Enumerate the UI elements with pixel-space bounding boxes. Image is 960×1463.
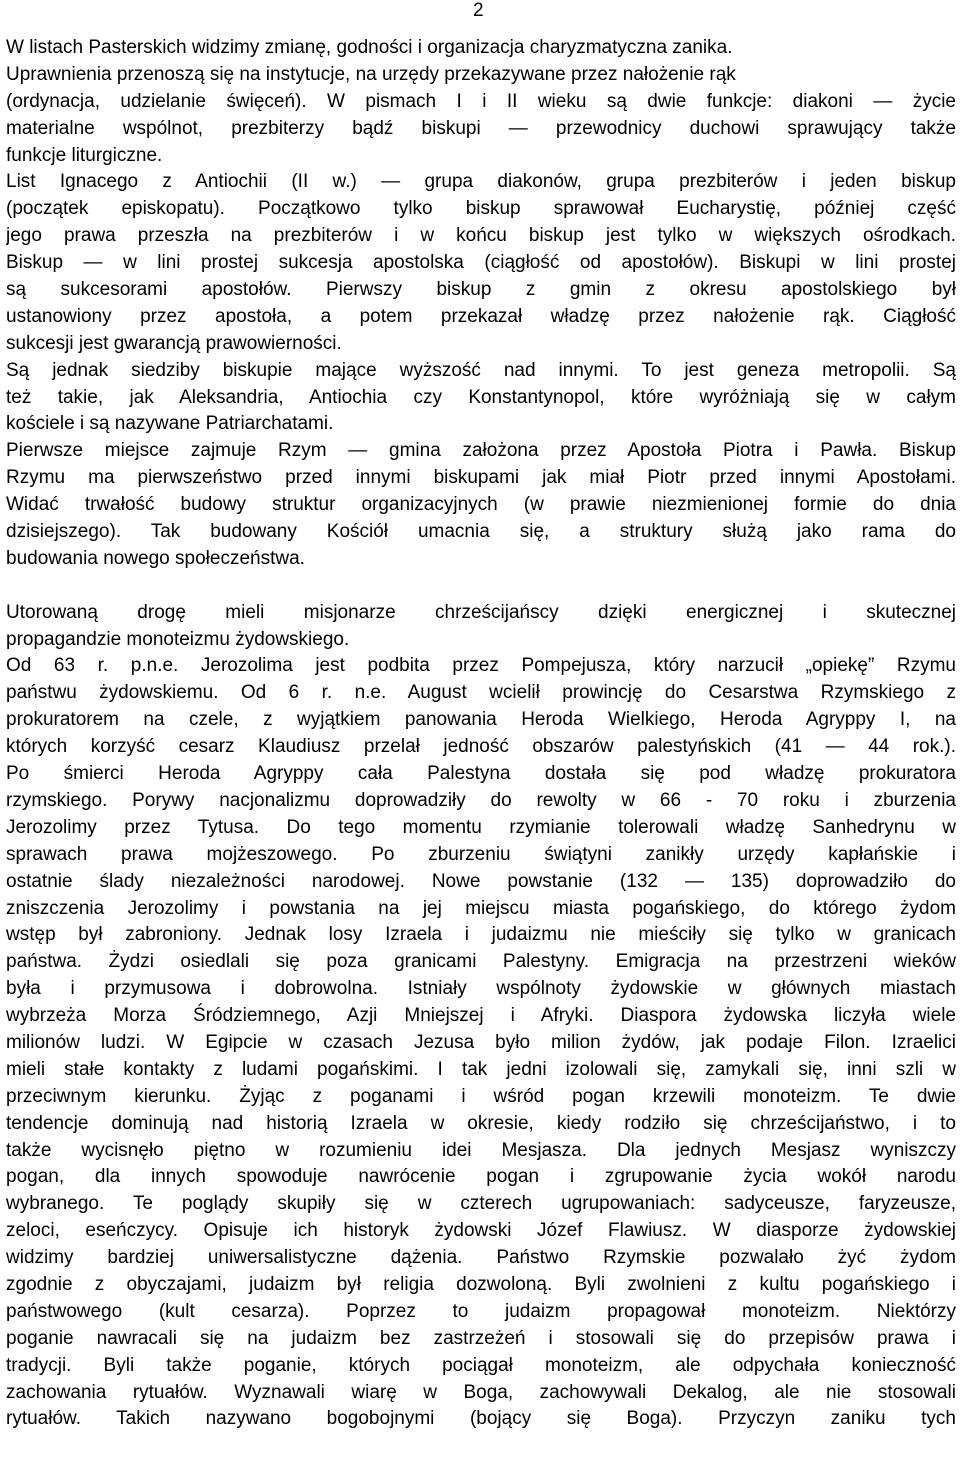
section-church-structure — [6, 35, 956, 573]
text-line: przeciwnym kierunku. Żyjąc z poganami i wśród pogan krzewili monoteizm. Te dwie — [6, 1085, 956, 1107]
text-line: była i przymusowa i dobrowolna. Istniały wspólnoty żydowskie w głównych miastach — [6, 978, 956, 1000]
text-line: Od 63 r. p.n.e. Jerozolima jest podbita przez Pompejusza, który narzucił „opiekę” Rzymu — [6, 655, 956, 677]
text-line: List Ignacego z Antiochii (II w.) — grupa diakonów, grupa prezbiterów i jeden biskup — [6, 171, 956, 193]
text-line: państwa. Żydzi osiedlali się poza granicami Palestyny. Emigracja na przestrzeni wieków — [6, 951, 956, 973]
document-body — [6, 35, 956, 1433]
text-line: rzymskiego. Porywy nacjonalizmu doprowadziły do rewolty w 66 - 70 roku i zburzenia — [6, 789, 956, 811]
text-line: są sukcesorami apostołów. Pierwszy biskup z gmin z okresu apostolskiego był — [6, 279, 956, 301]
text-line: Po śmierci Heroda Agryppy cała Palestyna dostała się pod władzę prokuratora — [6, 763, 956, 785]
text-line: poganie nawracali się na judaizm bez zastrzeżeń i stosowali się do przepisów prawa i — [6, 1327, 956, 1349]
text-line: propagandzie monoteizmu żydowskiego. — [6, 628, 350, 650]
text-line: zniszczenia Jerozolimy i powstania na jej miejscu miasta pogańskiego, do którego żydom — [6, 897, 956, 919]
text-line: ustanowiony przez apostoła, a potem przekazał władzę przez nałożenie rąk. Ciągłość — [6, 305, 956, 327]
text-line: państwowego (kult cesarza). Poprzez to judaizm propagował monoteizm. Niektórzy — [6, 1300, 956, 1322]
text-line: także wycisnęło piętno w rozumieniu idei Mesjasza. Dla jednych Mesjasz wyniszczy — [6, 1139, 956, 1161]
text-line: których korzyść cesarz Klaudiusz przelał jedność obszarów palestyńskich (41 — 44 rok.). — [6, 736, 956, 758]
text-line: zgodnie z obyczajami, judaizm był religia dozwoloną. Byli zwolnieni z kultu pogańskiego i — [6, 1273, 956, 1295]
text-line: widzimy bardziej uniwersalistyczne dążenia. Państwo Rzymskie pozwalało żyć żydom — [6, 1247, 956, 1269]
paragraph-gap — [6, 573, 956, 600]
text-line: milionów ludzi. W Egipcie w czasach Jezusa było milion żydów, jak podaje Filon. Izraelici — [6, 1031, 956, 1053]
text-line: pogan, dla innych spowoduje nawrócenie pogan i zgrupowanie życia wokół narodu — [6, 1166, 956, 1188]
text-line: wybrzeża Morza Śródziemnego, Azji Mniejszej i Afryki. Diaspora żydowska liczyła wiele — [6, 1005, 956, 1027]
text-line: tendencje dominują nad historią Izraela w okresie, kiedy rodziło się chrześcijaństwo, i to — [6, 1112, 956, 1134]
text-line: Rzymu ma pierwszeństwo przed innymi biskupami jak miał Piotr przed innymi Apostołami. — [6, 467, 956, 489]
text-line: tradycji. Byli także poganie, których pociągał monoteizm, ale odpychała konieczność — [6, 1354, 956, 1376]
text-line: dzisiejszego). Tak budowany Kościół umacnia się, a struktury służą jako rama do — [6, 521, 956, 543]
text-line: wybranego. Te poglądy skupiły się w czterech ugrupowaniach: sadyceusze, faryzeusze, — [6, 1193, 956, 1215]
text-line: sukcesji jest gwarancją prawowierności. — [6, 332, 342, 354]
text-line: mieli stałe kontakty z ludami pogańskimi. I tak jedni izolowali się, zamykali się, inni szli w — [6, 1058, 956, 1080]
text-line: zachowania rytuałów. Wyznawali wiarę w Boga, zachowywali Dekalog, ale nie stosowali — [6, 1381, 956, 1403]
text-line: Jerozolimy przez Tytusa. Do tego momentu rzymianie tolerowali władzę Sanhedrynu w — [6, 816, 956, 838]
page-number: 2 — [473, 0, 484, 21]
text-line: funkcje liturgiczne. — [6, 144, 163, 166]
text-line: kościele i są nazywane Patriarchatami. — [6, 413, 334, 435]
text-line: Uprawnienia przenoszą się na instytucje, na urzędy przekazywane przez nałożenie rąk — [6, 63, 736, 85]
text-line: wstęp był zabroniony. Jednak losy Izraela i judaizmu nie mieściły się tylko w granicach — [6, 924, 956, 946]
text-line: Utorowaną drogę mieli misjonarze chrześcijańscy dzięki energicznej i skutecznej — [6, 601, 956, 623]
text-line: też takie, jak Aleksandria, Antiochia czy Konstantynopol, które wyróżniają się w całym — [6, 386, 956, 408]
text-line: Są jednak siedziby biskupie mające wyższość nad innymi. To jest geneza metropolii. Są — [6, 359, 956, 381]
text-line: jego prawa przeszła na prezbiterów i w końcu biskup jest tylko w większych ośrodkach. — [6, 225, 956, 247]
text-line: sprawach prawa mojżeszowego. Po zburzeniu świątyni zanikły urzędy kapłańskie i — [6, 843, 956, 865]
text-line: zeloci, eseńczycy. Opisuje ich historyk żydowski Józef Flawiusz. W diasporze żydowskiej — [6, 1220, 956, 1242]
text-line: (początek episkopatu). Początkowo tylko biskup sprawował Eucharystię, później część — [6, 198, 956, 220]
text-line: Pierwsze miejsce zajmuje Rzym — gmina założona przez Apostoła Piotra i Pawła. Biskup — [6, 440, 956, 462]
text-line: W listach Pasterskich widzimy zmianę, godności i organizacja charyzmatyczna zanika. — [6, 37, 733, 58]
text-line: rytuałów. Takich nazywano bogobojnymi (bojący się Boga). Przyczyn zaniku tych — [6, 1408, 956, 1430]
text-line: Biskup — w lini prostej sukcesja apostolska (ciągłość od apostołów). Biskupi w lini prostej — [6, 252, 956, 274]
text-line: budowania nowego społeczeństwa. — [6, 547, 305, 569]
text-line: państwu żydowskiemu. Od 6 r. n.e. August wcielił prowincję do Cesarstwa Rzymskiego z — [6, 682, 956, 704]
text-line: materialne wspólnot, prezbiterzy bądź biskupi — przewodnicy duchowi sprawujący także — [6, 117, 956, 139]
text-line: prokuratorem na czele, z wyjątkiem panowania Heroda Wielkiego, Heroda Agryppy I, na — [6, 709, 956, 731]
text-line: Widać trwałość budowy struktur organizacyjnych (w prawie niezmienionej formie do dnia — [6, 494, 956, 516]
text-line: ostatnie ślady niezależności narodowej. Nowe powstanie (132 — 135) doprowadziło do — [6, 870, 956, 892]
section-judaism-diaspora — [6, 600, 956, 1434]
text-line: (ordynacja, udzielanie święceń). W pismach I i II wieku są dwie funkcje: diakoni — życie — [6, 90, 956, 112]
